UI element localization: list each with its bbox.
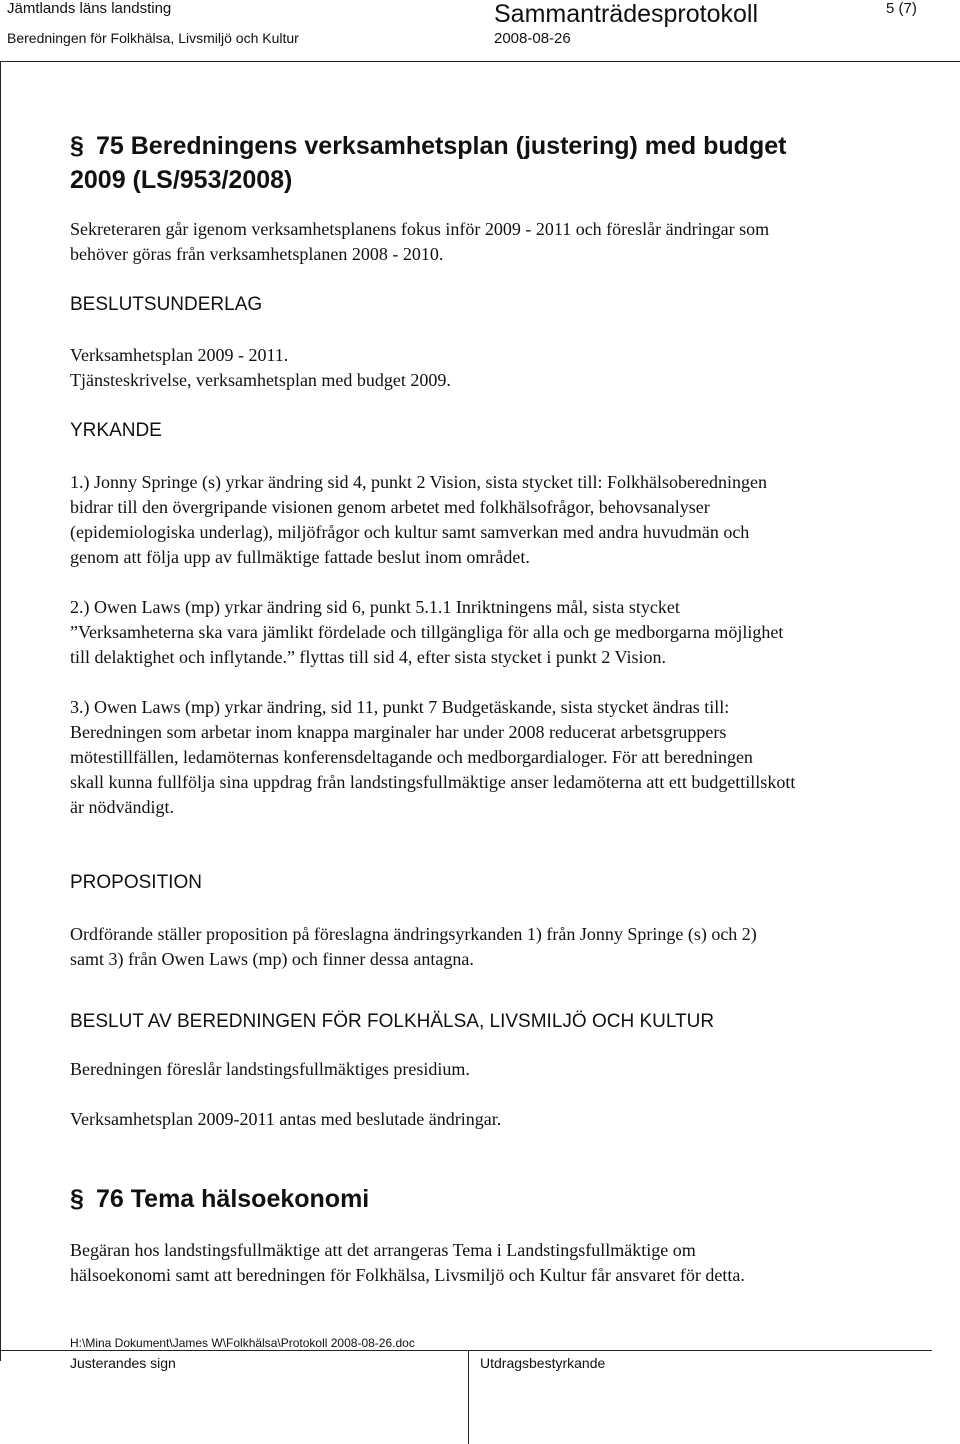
utdragsbestyrkande-label: Utdragsbestyrkande — [480, 1355, 606, 1371]
beslut-line: Beredningen föreslår landstingsfullmäktiges presidium. — [70, 1059, 470, 1079]
beslut-heading: BESLUT AV BEREDNINGEN FÖR FOLKHÄLSA, LIVSMILJÖ OCH KULTUR — [70, 1011, 715, 1032]
meeting-date: 2008-08-26 — [494, 30, 571, 47]
yrkande-3-line: skall kunna fullfölja sina uppdrag från landstingsfullmäktige anser ledamöterna att ett budgettillskott — [70, 772, 796, 792]
left-margin-rule — [0, 61, 1, 1361]
committee-name: Beredningen för Folkhälsa, Livsmiljö och Kultur — [7, 30, 299, 46]
yrkande-1-line: bidrar till den övergripande visionen genom arbetet med folkhälsofrågor, behovsanalyser — [70, 497, 710, 517]
section-75-title-line1: 75 Beredningens verksamhetsplan (justering) med budget — [96, 132, 787, 160]
yrkande-heading: YRKANDE — [70, 420, 162, 441]
paragraph-symbol: § — [70, 1185, 84, 1213]
proposition-heading: PROPOSITION — [70, 872, 202, 893]
underlag-item: Tjänsteskrivelse, verksamhetsplan med budget 2009. — [70, 370, 451, 390]
section-76-heading — [70, 1183, 369, 1216]
yrkande-3-line: är nödvändigt. — [70, 797, 174, 817]
section-76-text-line: hälsoekonomi samt att beredningen för Folkhälsa, Livsmiljö och Kultur får ansvaret för detta. — [70, 1265, 745, 1285]
yrkande-2-line: ”Verksamheterna ska vara jämlikt fördelade och tillgängliga för alla och ge medborgarna möjlighet — [70, 622, 784, 642]
beslutsunderlag-heading: BESLUTSUNDERLAG — [70, 294, 263, 315]
proposition-line: samt 3) från Owen Laws (mp) och finner dessa antagna. — [70, 949, 474, 969]
footer-rule — [0, 1350, 932, 1351]
yrkande-2-line: 2.) Owen Laws (mp) yrkar ändring sid 6, punkt 5.1.1 Inriktningens mål, sista stycket — [70, 597, 680, 617]
yrkande-1-line: genom att följa upp av fullmäktige fattade beslut inom området. — [70, 547, 530, 567]
section-76-text-line: Begäran hos landstingsfullmäktige att det arrangeras Tema i Landstingsfullmäktige om — [70, 1240, 696, 1260]
yrkande-3-line: mötestillfällen, ledamöternas konferensdeltagande och medborgardialoger. För att beredningen — [70, 747, 753, 767]
document-type: Sammanträdesprotokoll — [494, 0, 759, 28]
yrkande-1-line: 1.) Jonny Springe (s) yrkar ändring sid 4, punkt 2 Vision, sista stycket till: Folkhälsoberedningen — [70, 472, 768, 492]
yrkande-1-line: (epidemiologiska underlag), miljöfrågor och kultur samt samverkan med andra huvudmän och — [70, 522, 750, 542]
yrkande-3-line: 3.) Owen Laws (mp) yrkar ändring, sid 11, punkt 7 Budgetäskande, sista stycket ändras till: — [70, 697, 730, 717]
yrkande-2-line: till delaktighet och inflytande.” flyttas till sid 4, efter sista stycket i punkt 2 Vision. — [70, 647, 666, 667]
file-path: H:\Mina Dokument\James W\Folkhälsa\Protokoll 2008-08-26.doc — [70, 1336, 415, 1350]
yrkande-3-line: Beredningen som arbetar inom knappa marginaler har under 2008 reducerat arbetsgruppers — [70, 722, 727, 742]
organization-name: Jämtlands läns landsting — [7, 0, 172, 17]
paragraph-symbol: § — [70, 132, 84, 160]
footer-divider — [468, 1350, 469, 1444]
section-76-title: 76 Tema hälsoekonomi — [96, 1185, 370, 1213]
proposition-line: Ordförande ställer proposition på föreslagna ändringsyrkanden 1) från Jonny Springe (s) och 2) — [70, 924, 757, 944]
section-75-heading — [70, 130, 786, 163]
justerandes-sign-label: Justerandes sign — [70, 1355, 176, 1371]
header-rule — [0, 61, 960, 62]
underlag-item: Verksamhetsplan 2009 - 2011. — [70, 345, 289, 365]
page-number: 5 (7) — [886, 0, 917, 17]
intro-line: Sekreteraren går igenom verksamhetsplanens fokus inför 2009 - 2011 och föreslår ändringar som — [70, 219, 770, 239]
beslut-line: Verksamhetsplan 2009-2011 antas med beslutade ändringar. — [70, 1109, 502, 1129]
section-75-title-line2: 2009 (LS/953/2008) — [70, 166, 293, 194]
intro-line: behöver göras från verksamhetsplanen 2008 - 2010. — [70, 244, 444, 264]
